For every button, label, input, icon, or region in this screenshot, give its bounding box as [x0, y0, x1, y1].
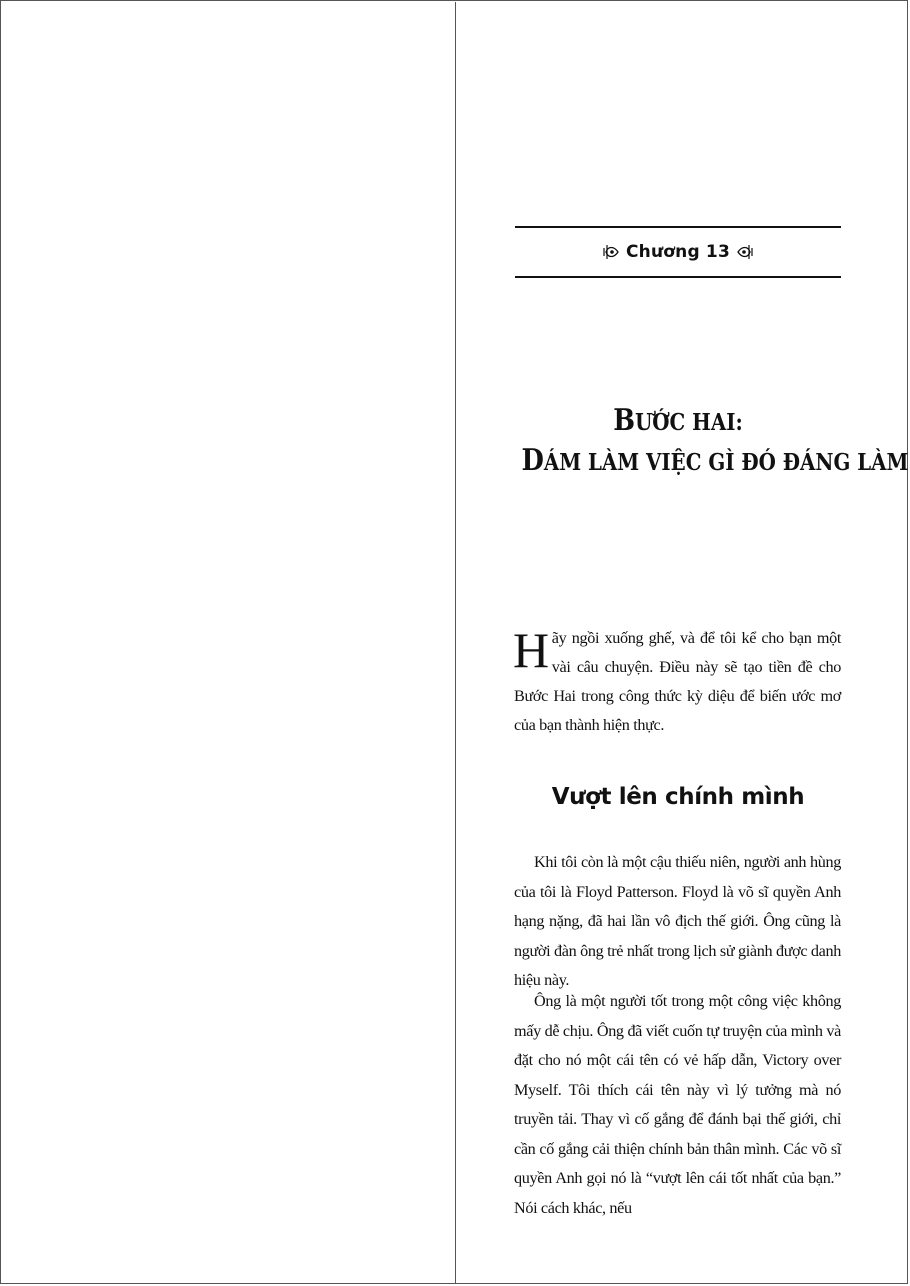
intro-text: ãy ngồi xuống ghế, và để tôi kể cho bạn một vài câu chuyện. Điều này sẽ tạo tiền đề cho Bước Hai trong công thức kỳ diệu để biến ước mơ của bạn thành hiện thực.	[514, 629, 841, 734]
body-paragraph: Khi tôi còn là một cậu thiếu niên, người anh hùng của tôi là Floyd Patterson. Floyd là võ sĩ quyền Anh hạng nặng, đã hai lần vô địch thế giới. Ông cũng là người đàn ông trẻ nhất trong lịch sử giành được danh hiệu này.	[514, 853, 841, 989]
title-line-2-rest: ÁM LÀM VIỆC GÌ ĐÓ ĐÁNG LÀM	[543, 449, 909, 476]
chapter-header	[515, 226, 841, 278]
ornament-right-icon	[736, 242, 754, 262]
chapter-title	[521, 402, 909, 482]
title-line-1-cap: B	[613, 403, 636, 438]
section-heading: Vượt lên chính mình	[551, 784, 805, 810]
body-paragraph: Ông là một người tốt trong một công việc không mấy dễ chịu. Ông đã viết cuốn tự truyện của mình và đặt cho nó một cái tên có vẻ hấp dẫn, Victory over Myself. Tôi thích cái tên này vì lý tưởng mà nó truyền tải. Thay vì cố gắng để đánh bại thế giới, chỉ cần cố gắng cải thiện chính bản thân mình. Các võ sĩ quyền Anh gọi nó là “vượt lên cái tốt nhất của bạn.” Nói cách khác, nếu	[514, 992, 841, 1217]
intro-paragraph	[514, 624, 841, 740]
blank-left-page	[2, 2, 456, 1284]
title-line-1	[521, 402, 834, 442]
drop-cap: H	[513, 622, 549, 678]
right-page	[456, 2, 908, 1284]
title-line-1-rest: ƯỚC HAI:	[635, 409, 743, 436]
ornament-left-icon	[602, 242, 620, 262]
chapter-label: Chương 13	[625, 242, 730, 262]
title-line-2-cap: D	[521, 443, 544, 478]
title-line-2	[521, 442, 909, 482]
